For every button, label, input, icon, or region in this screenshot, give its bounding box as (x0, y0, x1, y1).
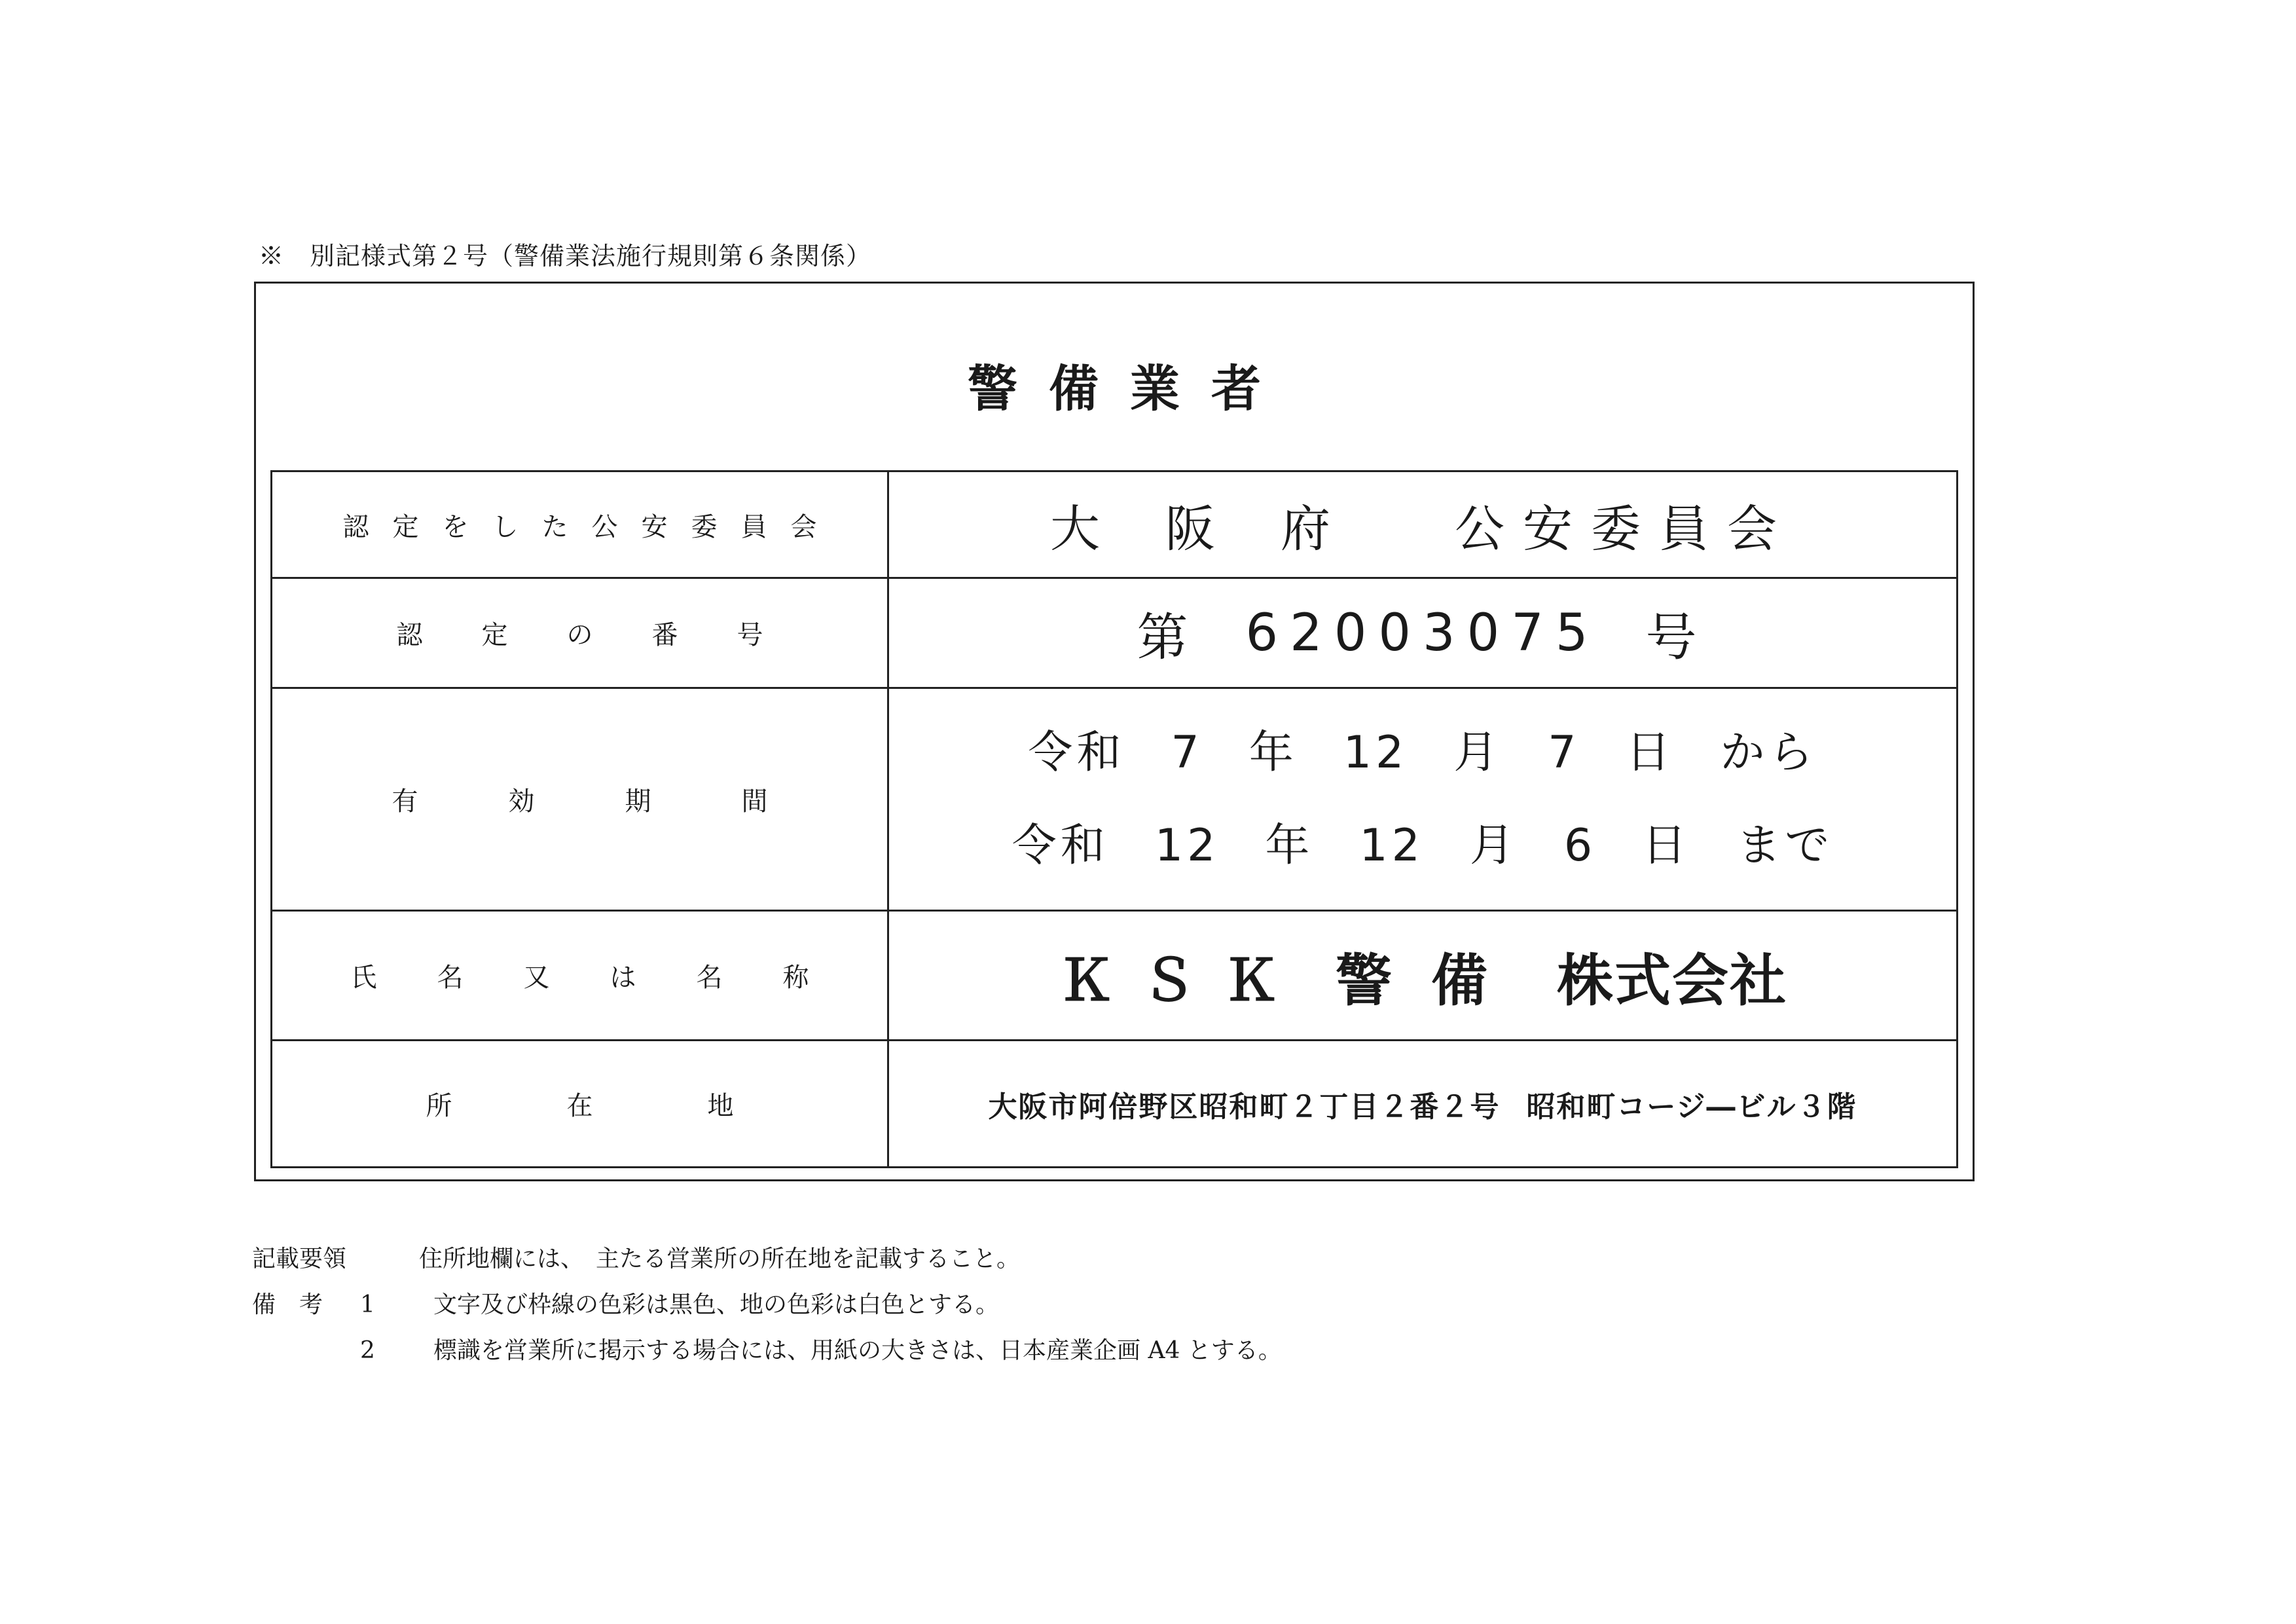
note-instructions-key: 記載要領 (252, 1246, 347, 1272)
start-day: 7 (1548, 726, 1580, 779)
row-address (272, 1041, 1956, 1166)
start-month: 12 (1343, 726, 1408, 779)
start-year: 7 (1171, 726, 1203, 779)
row-business-name (272, 912, 1956, 1041)
row-certification-number (272, 579, 1956, 689)
note-remarks-key: 備 考 (252, 1291, 323, 1318)
note-remark-2-text: 標識を営業所に掲示する場合には、用紙の大きさは、日本産業企画 A4 とする。 (433, 1337, 1282, 1364)
start-month-unit: 月 (1453, 726, 1503, 779)
start-suffix: から (1720, 726, 1817, 779)
end-era: 令和 (1011, 819, 1109, 872)
address-main: 大阪市阿倍野区昭和町２丁目２番２号 (988, 1090, 1501, 1124)
end-day: 6 (1563, 819, 1597, 872)
sign-title: 警備業者 (968, 360, 1292, 418)
period-end (1012, 800, 1833, 893)
label-validity-period: 有効期間 (272, 689, 889, 910)
end-month: 12 (1359, 819, 1424, 872)
security-business-sign (254, 282, 1975, 1181)
name-middle: 警備 (1336, 948, 1527, 1014)
value-validity-period (889, 689, 1956, 910)
row-validity-period (272, 689, 1956, 912)
certification-number: 62003075 (1245, 603, 1600, 663)
value-business-name (889, 912, 1956, 1039)
label-address: 所在地 (272, 1041, 889, 1166)
period-start (1028, 707, 1817, 800)
label-business-name: 氏名又は名称 (272, 912, 889, 1039)
commission-body: 公安委員会 (1455, 499, 1795, 558)
start-year-unit: 年 (1248, 726, 1298, 779)
label-commission: 認定をした公安委員会 (272, 472, 889, 577)
end-year: 12 (1154, 819, 1220, 872)
commission-prefecture: 大阪府 (1050, 499, 1396, 558)
start-era: 令和 (1028, 726, 1125, 779)
value-address (889, 1041, 1956, 1166)
number-prefix: 第 (1137, 608, 1200, 667)
end-year-unit: 年 (1265, 819, 1314, 872)
note-remark-1-number: 1 (360, 1291, 375, 1318)
note-remark-1-text: 文字及び枠線の色彩は黒色、地の色彩は白色とする。 (433, 1291, 1000, 1318)
end-suffix: まで (1736, 819, 1834, 872)
value-certification-number (889, 579, 1956, 687)
end-month-unit: 月 (1469, 819, 1518, 872)
sign-info-table (270, 470, 1958, 1168)
start-day-unit: 日 (1626, 726, 1675, 779)
name-corporation: 株式会社 (1557, 948, 1787, 1014)
address-building: 昭和町コージ―ビル３階 (1526, 1090, 1857, 1124)
row-commission (272, 472, 1956, 579)
end-day-unit: 日 (1642, 819, 1691, 872)
value-commission (889, 472, 1956, 577)
note-remark-2-number: 2 (360, 1337, 375, 1364)
note-instructions-text: 住所地欄には、 主たる営業所の所在地を記載すること。 (419, 1246, 1021, 1272)
number-suffix: 号 (1645, 608, 1709, 667)
label-certification-number: 認定の番号 (272, 579, 889, 687)
form-reference-note: ※ 別記様式第２号（警備業法施行規則第６条関係） (259, 242, 872, 270)
name-abbreviation: ＫＳＫ (1058, 948, 1305, 1014)
